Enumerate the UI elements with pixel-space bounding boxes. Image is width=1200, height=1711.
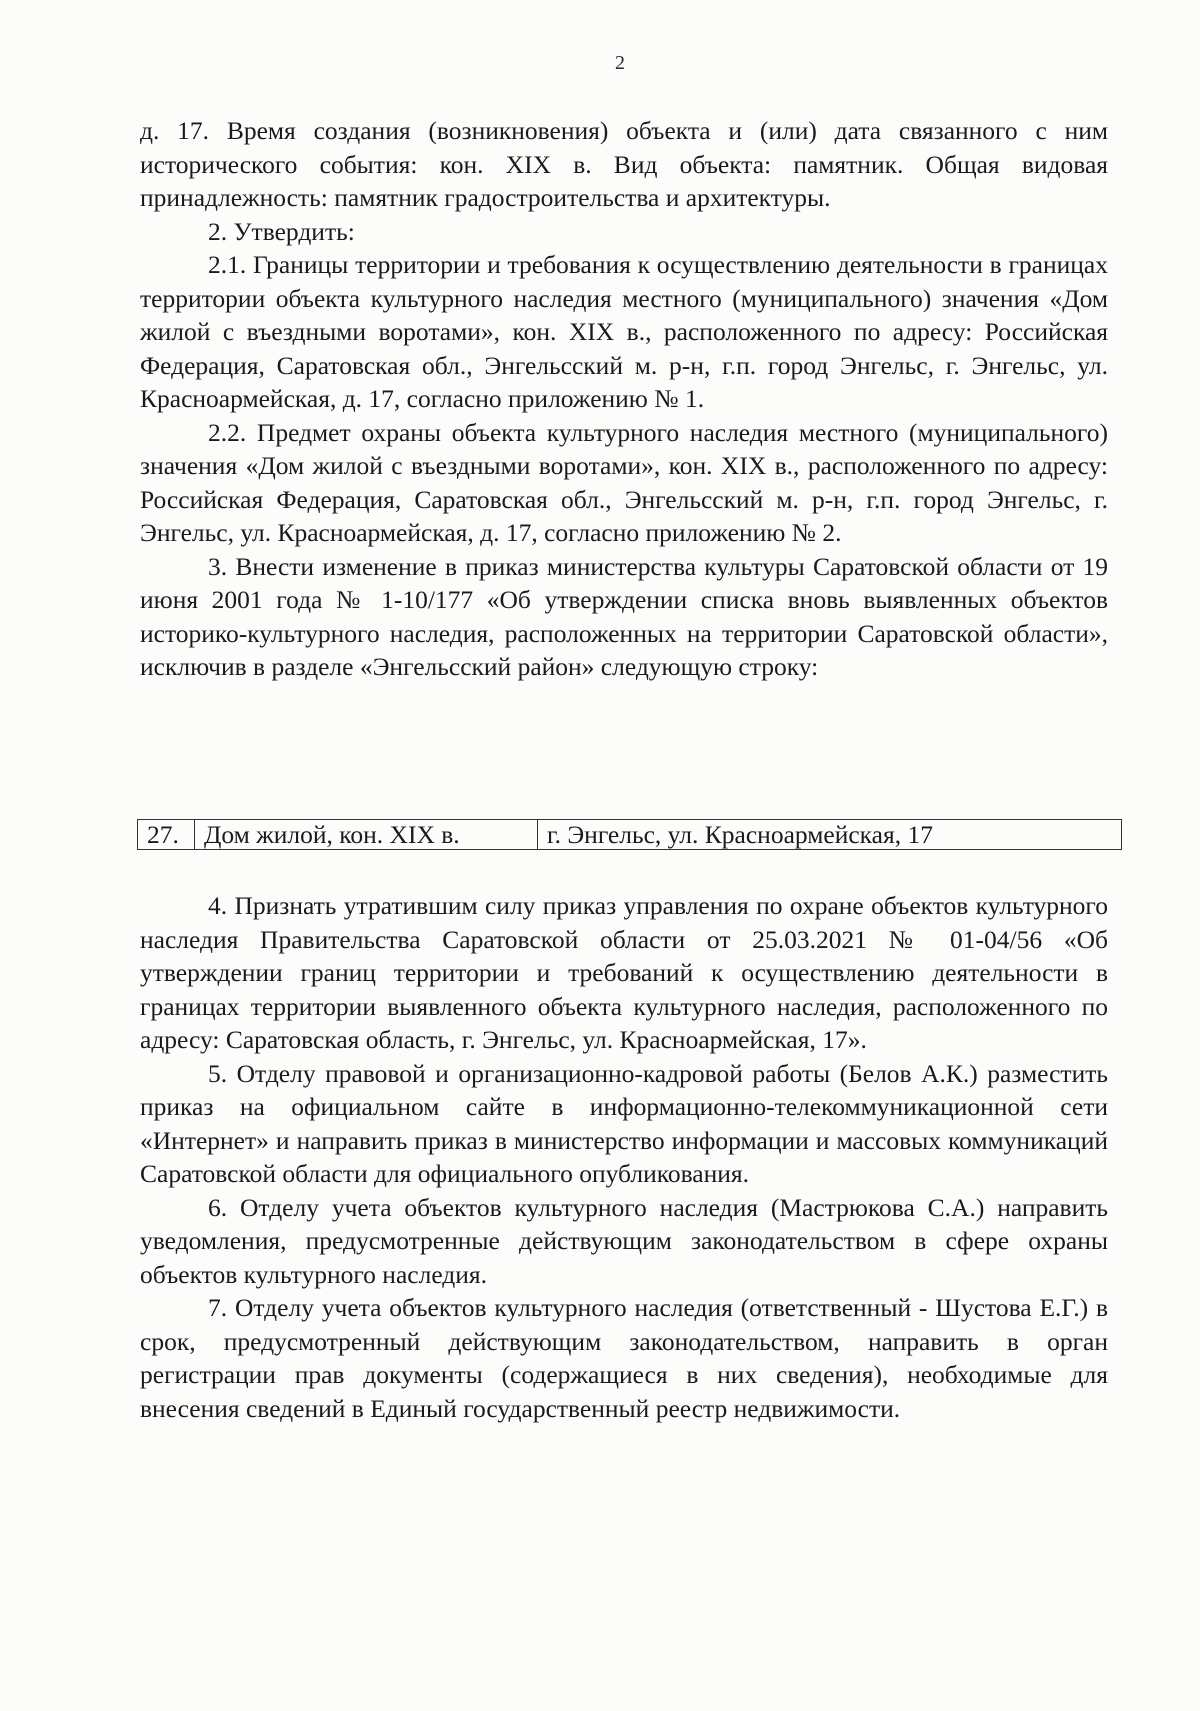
paragraph-object-description: д. 17. Время создания (возникновения) объекта и (или) дата связанного с ним исторического события: кон. XIX в. Вид объекта: памятник. Общая видовая принадлежность: памятник градостроительства и архитектуры. [140,116,1108,212]
paragraph-item-3: 3. Внести изменение в приказ министерства культуры Саратовской области от 19 июня 2001 года № 1-10/177 «Об утверждении списка вновь выявленных объектов историко-культурного наследия, расположенных на территории Саратовской области», исключив в разделе «Энгельсский район» следующую строку: [140,551,1108,681]
paragraph-item-6: 6. Отделу учета объектов культурного наследия (Мастрюкова С.А.) направить уведомления, предусмотренные действующим законодательством в сфере охраны объектов культурного наследия. [140,1192,1108,1289]
paragraph-approve-heading: 2. Утвердить: [208,216,355,246]
paragraph-item-7: 7. Отделу учета объектов культурного наследия (ответственный - Шустова Е.Г.) в срок, предусмотренный действующим законодательством, направить в орган регистрации прав документы (содержащиеся в них сведения), необходимые для внесения сведений в Единый государственный реестр недвижимости. [140,1293,1108,1423]
page-number: 2 [615,52,625,74]
paragraph-item-2-1: 2.1. Границы территории и требования к осуществлению деятельности в границах территории объекта культурного наследия местного (муниципального) значения «Дом жилой с въездными воротами», кон. XIX в., расположенного по адресу: Российская Федерация, Саратовская обл., Энгельсский м. р-н, г.п. город Энгельс, г. Энгельс, ул. Красноармейская, д. 17, согласно приложению № 1. [140,250,1108,413]
document-body-bottom [140,889,1108,1425]
paragraph-item-2-2: 2.2. Предмет охраны объекта культурного наследия местного (муниципального) значения «Дом жилой с въездными воротами», кон. XIX в., расположенного по адресу: Российская Федерация, Саратовская обл., Энгельсский м. р-н, г.п. город Энгельс, г. Энгельс, ул. Красноармейская, д. 17, согласно приложению № 2. [140,417,1108,547]
document-body-top [140,114,1108,684]
table-cell-address: г. Энгельс, ул. Красноармейская, 17 [547,819,933,849]
paragraph-item-5: 5. Отделу правовой и организационно-кадровой работы (Белов А.К.) разместить приказ на официальном сайте в информационно-телекоммуникационной сети «Интернет» и направить приказ в министерство информации и массовых коммуникаций Саратовской области для официального опубликования. [140,1058,1108,1188]
paragraph-item-4: 4. Признать утратившим силу приказ управления по охране объектов культурного наследия Правительства Саратовской области от 25.03.2021 № 01-04/56 «Об утверждении границ территории и требований к осуществлению деятельности в границах территории выявленного объекта культурного наследия, расположенного по адресу: Саратовская область, г. Энгельс, ул. Красноармейская, 17». [140,891,1108,1054]
table-cell-object-name: Дом жилой, кон. XIX в. [195,820,538,849]
table-cell-number: 27. [138,820,195,849]
excluded-row-table [137,819,1122,850]
